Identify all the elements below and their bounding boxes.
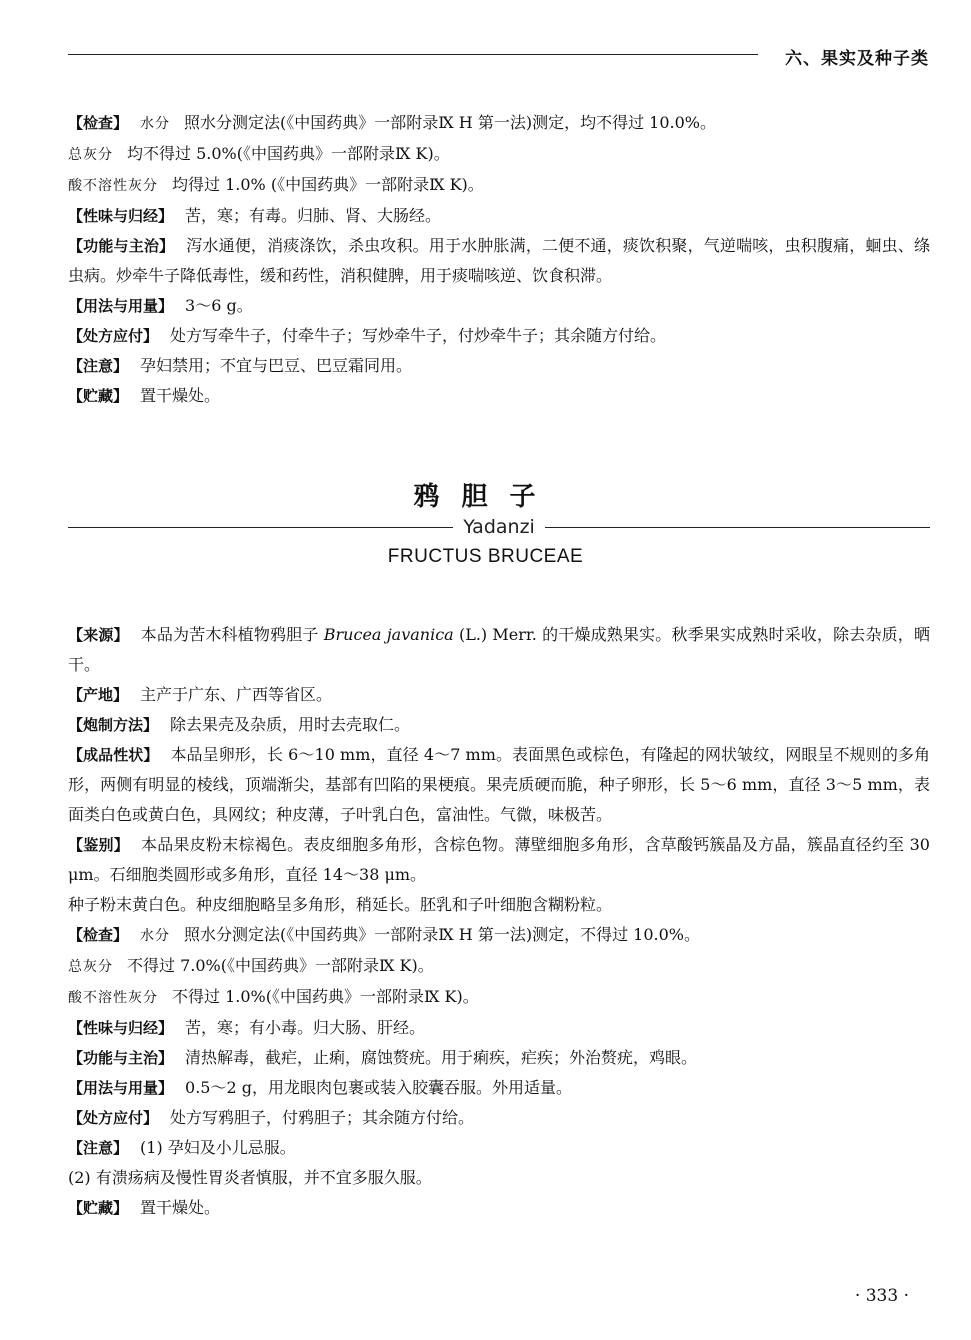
prev-storage: 【贮藏】 置干燥处。	[68, 386, 221, 405]
caution-paragraph-2: (2) 有溃疡病及慢性胃炎者慎服，并不宜多服久服。	[68, 1168, 432, 1187]
entry-body	[68, 620, 930, 1223]
total-ash: 总灰分 不得过 7.0%(《中国药典》一部附录Ⅸ K)。	[68, 956, 434, 975]
identification-seed-paragraph: 种子粉末黄白色。种皮细胞略呈多角形，稍延长。胚乳和子叶细胞含糊粉粒。	[68, 895, 613, 914]
header-rule	[68, 54, 758, 55]
prev-caution: 【注意】 孕妇禁用；不宜与巴豆、巴豆霜同用。	[68, 356, 413, 375]
function-paragraph: 【功能与主治】 清热解毒，截疟，止痢，腐蚀赘疣。用于痢疾，疟疾；外治赘疣，鸡眼。	[68, 1048, 698, 1067]
entry-title: 鸦胆子	[413, 482, 558, 512]
processing-paragraph: 【炮制方法】 除去果壳及杂质，用时去壳取仁。	[68, 715, 411, 734]
prescription-paragraph: 【处方应付】 处方写鸦胆子，付鸦胆子；其余随方付给。	[68, 1108, 475, 1127]
origin-paragraph: 【产地】 主产于广东、广西等省区。	[68, 685, 333, 704]
previous-entry-tail	[68, 108, 930, 411]
prev-nature: 【性味与归经】 苦，寒；有毒。归肺、肾、大肠经。	[68, 206, 442, 225]
scientific-name: Brucea javanica	[323, 625, 454, 644]
prev-check-moisture: 【检查】 水分 照水分测定法(《中国药典》一部附录Ⅸ H 第一法)测定，均不得过 10.0%。	[68, 113, 716, 132]
prev-prescription: 【处方应付】 处方写牵牛子，付牵牛子；写炒牵牛子，付炒牵牛子；其余随方付给。	[68, 326, 667, 345]
page-number: · 333 ·	[854, 1286, 909, 1306]
identification-paragraph: 【鉴别】 本品果皮粉末棕褐色。表皮细胞多角形，含棕色物。薄壁细胞多角形，含草酸钙簇晶及方晶，簇晶直径约至 30 μm。石细胞类圆形或多角形，直径 14～38 μm。	[68, 835, 930, 884]
nature-paragraph: 【性味与归经】 苦，寒；有小毒。归大肠、肝经。	[68, 1018, 426, 1037]
check-moisture: 【检查】 水分 照水分测定法(《中国药典》一部附录Ⅸ H 第一法)测定，不得过 10.0%。	[68, 925, 700, 944]
rule-right	[545, 527, 930, 528]
dosage-paragraph: 【用法与用量】 0.5～2 g，用龙眼肉包裹或装入胶囊吞服。外用适量。	[68, 1078, 572, 1097]
acid-ash: 酸不溶性灰分 不得过 1.0%(《中国药典》一部附录Ⅸ K)。	[68, 987, 479, 1006]
entry-latin-name: FRUCTUS BRUCEAE	[387, 546, 584, 567]
source-paragraph: 【来源】 本品为苦木科植物鸦胆子 Brucea javanica (L.) Merr. 的干燥成熟果实。秋季果实成熟时采收，除去杂质，晒干。	[68, 625, 930, 674]
storage-paragraph: 【贮藏】 置干燥处。	[68, 1198, 221, 1217]
prev-function: 【功能与主治】 泻水通便，消痰涤饮，杀虫攻积。用于水肿胀满，二便不通，痰饮积聚，气逆喘咳，虫积腹痛，蛔虫、绦虫病。炒牵牛子降低毒性，缓和药性，消积健脾，用于痰喘咳逆、饮食积滞。	[68, 236, 930, 285]
prev-total-ash: 总灰分 均不得过 5.0%(《中国药典》一部附录Ⅸ K)。	[68, 144, 450, 163]
pinyin-row	[68, 514, 930, 540]
prev-dosage: 【用法与用量】 3～6 g。	[68, 296, 253, 315]
rule-left	[68, 527, 453, 528]
section-header: 六、果实及种子类	[785, 49, 929, 69]
traits-paragraph: 【成品性状】 本品呈卵形，长 6～10 mm，直径 4～7 mm。表面黑色或棕色，有隆起的网状皱纹，网眼呈不规则的多角形，两侧有明显的棱线，顶端渐尖，基部有凹陷的果梗痕。果壳质硬而脆，种子卵形，长 5～6 mm，直径 3～5 mm，表面类白色或黄白色，具网纹；种皮薄，子叶乳白色，富油性。气微，味极苦。	[68, 745, 930, 824]
prev-acid-ash: 酸不溶性灰分 均得过 1.0% (《中国药典》一部附录Ⅸ K)。	[68, 175, 484, 194]
entry-pinyin: Yadanzi	[463, 516, 535, 538]
caution-paragraph: 【注意】 (1) 孕妇及小儿忌服。	[68, 1138, 296, 1157]
